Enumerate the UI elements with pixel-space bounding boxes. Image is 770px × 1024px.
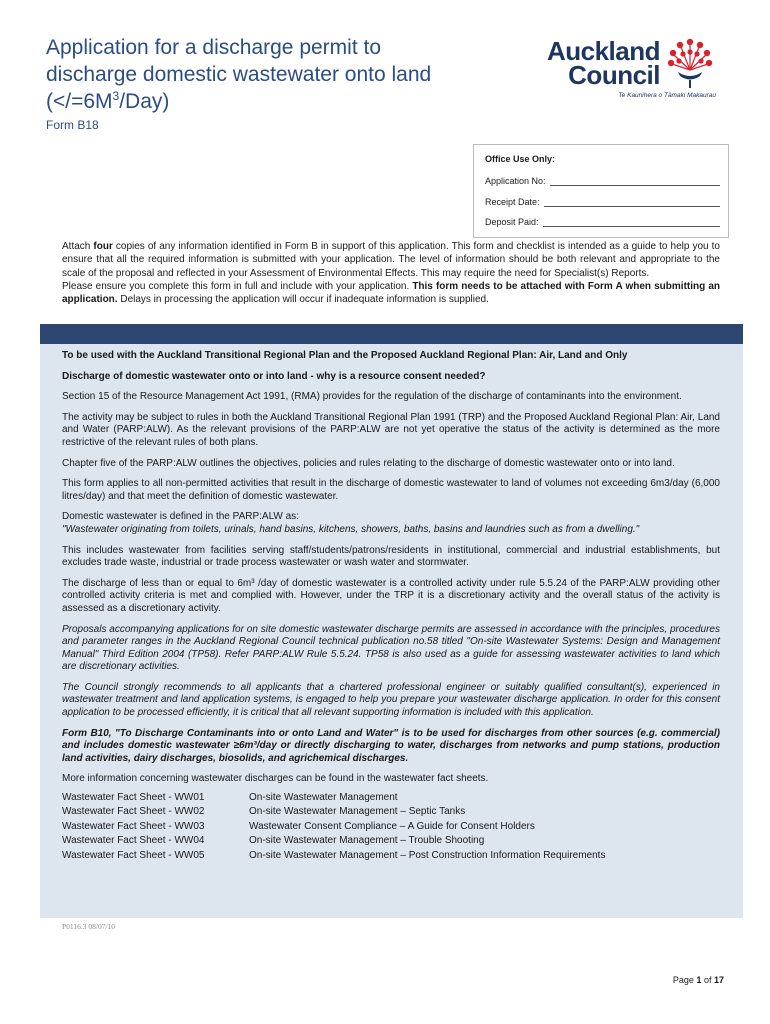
logo-word-council: Council xyxy=(568,60,660,90)
receipt-date-field[interactable] xyxy=(544,197,720,207)
paragraph-controlled: The discharge of less than or equal to 6m³ /day of domestic wastewater is a controlled activity under rule 5.5.24 of the PARP:ALW providing other controlled activity criteria is met and complied with. However, under the TRP it is a discretionary activity and the overall status of the activity is assessed as a discretionary activity. xyxy=(62,577,720,614)
paragraph-chapter-five: Chapter five of the PARP:ALW outlines the objectives, policies and rules relating to the discharge of domestic wastewater onto or into land. xyxy=(62,457,675,469)
application-no-row xyxy=(485,176,720,186)
office-use-heading: Office Use Only: xyxy=(485,154,556,164)
intro-p2-end: Delays in processing the application will occur if inadequate information is supplied. xyxy=(117,294,489,306)
paragraph-definition xyxy=(62,511,720,536)
intro-p1-end: copies of any information identified in Form B in support of this application. This form and checklist is intended as a guide to help you to ensure that all the required information is submitted with your application. The level of information should be both relevant and appropriate to the scale of the proposal and reflected in your Assessment of Environmental Effects. This may require the need for Specialist(s) Reports. xyxy=(62,241,720,279)
document-reference: P0116.3 08/07/10 xyxy=(62,922,116,931)
intro-text xyxy=(62,240,720,306)
fact-sheet-title: Wastewater Consent Compliance – A Guide for Consent Holders xyxy=(249,820,535,832)
paragraph-includes: This includes wastewater from facilities serving staff/students/patrons/residents in institutional, commercial and industrial establishments, but excludes trade waste, industrial or trade process wastewater or wash water and stormwater. xyxy=(62,544,720,569)
fact-sheet-code: Wastewater Fact Sheet - WW02 xyxy=(62,806,205,818)
application-no-field[interactable] xyxy=(550,176,720,186)
title-line-2: discharge domestic wastewater onto land xyxy=(46,63,432,86)
section-heading-2: Discharge of domestic wastewater onto or into land - why is a resource consent needed? xyxy=(62,370,486,382)
section-heading-1: To be used with the Auckland Transitional Regional Plan and the Proposed Auckland Regional Plan: Air, Land and Only xyxy=(62,350,628,361)
intro-paragraph-2 xyxy=(62,280,720,307)
intro-p2-bold: This form needs to be attached with Form A when submitting an application. xyxy=(62,280,720,306)
paragraph-applies: This form applies to all non-permitted activities that result in the discharge of domestic wastewater to land of volumes not exceeding 6m3/day (6,000 litres/day) and that meet the definition of domestic wastewater. xyxy=(62,478,720,502)
title-superscript: 3 xyxy=(112,89,120,103)
fact-sheet-list xyxy=(62,792,720,862)
deposit-paid-field[interactable] xyxy=(543,217,720,227)
fact-sheet-title: On-site Wastewater Management – Trouble Shooting xyxy=(249,835,485,847)
auckland-council-logo xyxy=(536,36,716,104)
logo-word-auckland: Auckland xyxy=(546,36,660,66)
fact-sheet-title: On-site Wastewater Management – Post Construction Information Requirements xyxy=(249,849,606,861)
form-number: Form B18 xyxy=(46,118,99,132)
intro-p1-bold: four xyxy=(93,241,113,252)
pohutukawa-flower-icon xyxy=(664,36,716,90)
title-line-1: Application for a discharge permit to xyxy=(46,36,382,59)
paragraph-rma: Section 15 of the Resource Management Act 1991, (RMA) provides for the regulation of the discharge of contaminants into the environment. xyxy=(62,391,682,403)
flower-base xyxy=(678,72,702,80)
fact-sheet-code: Wastewater Fact Sheet - WW01 xyxy=(62,792,205,804)
info-content xyxy=(62,350,720,862)
paragraph-tp58: Proposals accompanying applications for on site domestic wastewater discharge permits are assessed in accordance with the principles, procedures and parameter ranges in the Auckland Regional Council technical publication no.58 titled "On-site Wastewater Systems: Design and Management Manual" Third Edition 2004 (TP58). Refer PARP:ALW Rule 5.5.24. TP58 is also used as a guide for assessing wastewater activities to land which are discretionary activities. xyxy=(62,623,720,673)
receipt-date-label: Receipt Date: xyxy=(485,197,540,207)
page-label: Page xyxy=(672,975,697,985)
office-use-box xyxy=(473,144,729,238)
page-current: 1 xyxy=(696,975,702,985)
more-info-text: More information concerning wastewater discharges can be found in the wastewater fact sheets. xyxy=(62,773,489,785)
flower-stamens xyxy=(672,44,708,70)
page-total: 17 xyxy=(713,975,724,985)
fact-sheet-code: Wastewater Fact Sheet - WW05 xyxy=(62,849,205,861)
definition-quote: "Wastewater originating from toilets, urinals, hand basins, kitchens, showers, baths, basins and laundries such as from a dwelling." xyxy=(62,523,640,535)
title-line-3-prefix: (</=6M xyxy=(46,90,113,113)
application-no-label: Application No: xyxy=(485,176,546,186)
paragraph-recommendation: The Council strongly recommends to all applicants that a chartered professional engineer or suitably qualified consultant(s), experienced in wastewater treatment and land application systems, is engaged to help you prepare your wastewater discharge application. In order for this consent application to be processed efficiently, it is critical that all relevant supporting information is included with this application. xyxy=(62,681,720,719)
definition-intro: Domestic wastewater is defined in the PARP:ALW as: xyxy=(62,511,299,523)
paragraph-rules: The activity may be subject to rules in both the Auckland Transitional Regional Plan 1991 (TRP) and the Proposed Auckland Regional Plan: Air, Land and Water (PARP:ALW). As the relevant provisions of the PARP:ALW are not yet operative the status of the activity is determined as the more restrictive of the relevant rules of both plans. xyxy=(62,411,720,448)
intro-paragraph-1 xyxy=(62,240,720,280)
flower-stem xyxy=(689,80,691,88)
intro-p1-start: Attach xyxy=(62,241,94,252)
paragraph-form-b10: Form B10, "To Discharge Contaminants into or onto Land and Water" is to be used for discharges from other sources (e.g. commercial) and includes domestic wastewater ≥6m³/day or directly discharging to water, discharges from networks and pump stations, production land activities, dairy discharges, biosolids, and agrichemical discharges. xyxy=(62,727,720,764)
fact-sheet-code: Wastewater Fact Sheet - WW03 xyxy=(62,820,205,832)
page-number xyxy=(673,975,724,985)
fact-sheet-title: On-site Wastewater Management – Septic Tanks xyxy=(249,806,466,818)
fact-sheet-title: On-site Wastewater Management xyxy=(249,792,398,804)
logo-tagline: Te Kaunihera o Tāmaki Makaurau xyxy=(618,92,716,99)
fact-sheet-code: Wastewater Fact Sheet - WW04 xyxy=(62,835,205,847)
deposit-paid-label: Deposit Paid: xyxy=(485,217,539,227)
receipt-date-row xyxy=(485,197,720,207)
intro-p2-start: Please ensure you complete this form in full and include with your application. xyxy=(62,280,413,292)
page-title xyxy=(46,34,476,115)
page-of: of xyxy=(701,975,714,985)
section-header-band xyxy=(40,324,743,344)
deposit-paid-row xyxy=(485,217,720,227)
title-line-3-suffix: /Day) xyxy=(119,90,170,113)
